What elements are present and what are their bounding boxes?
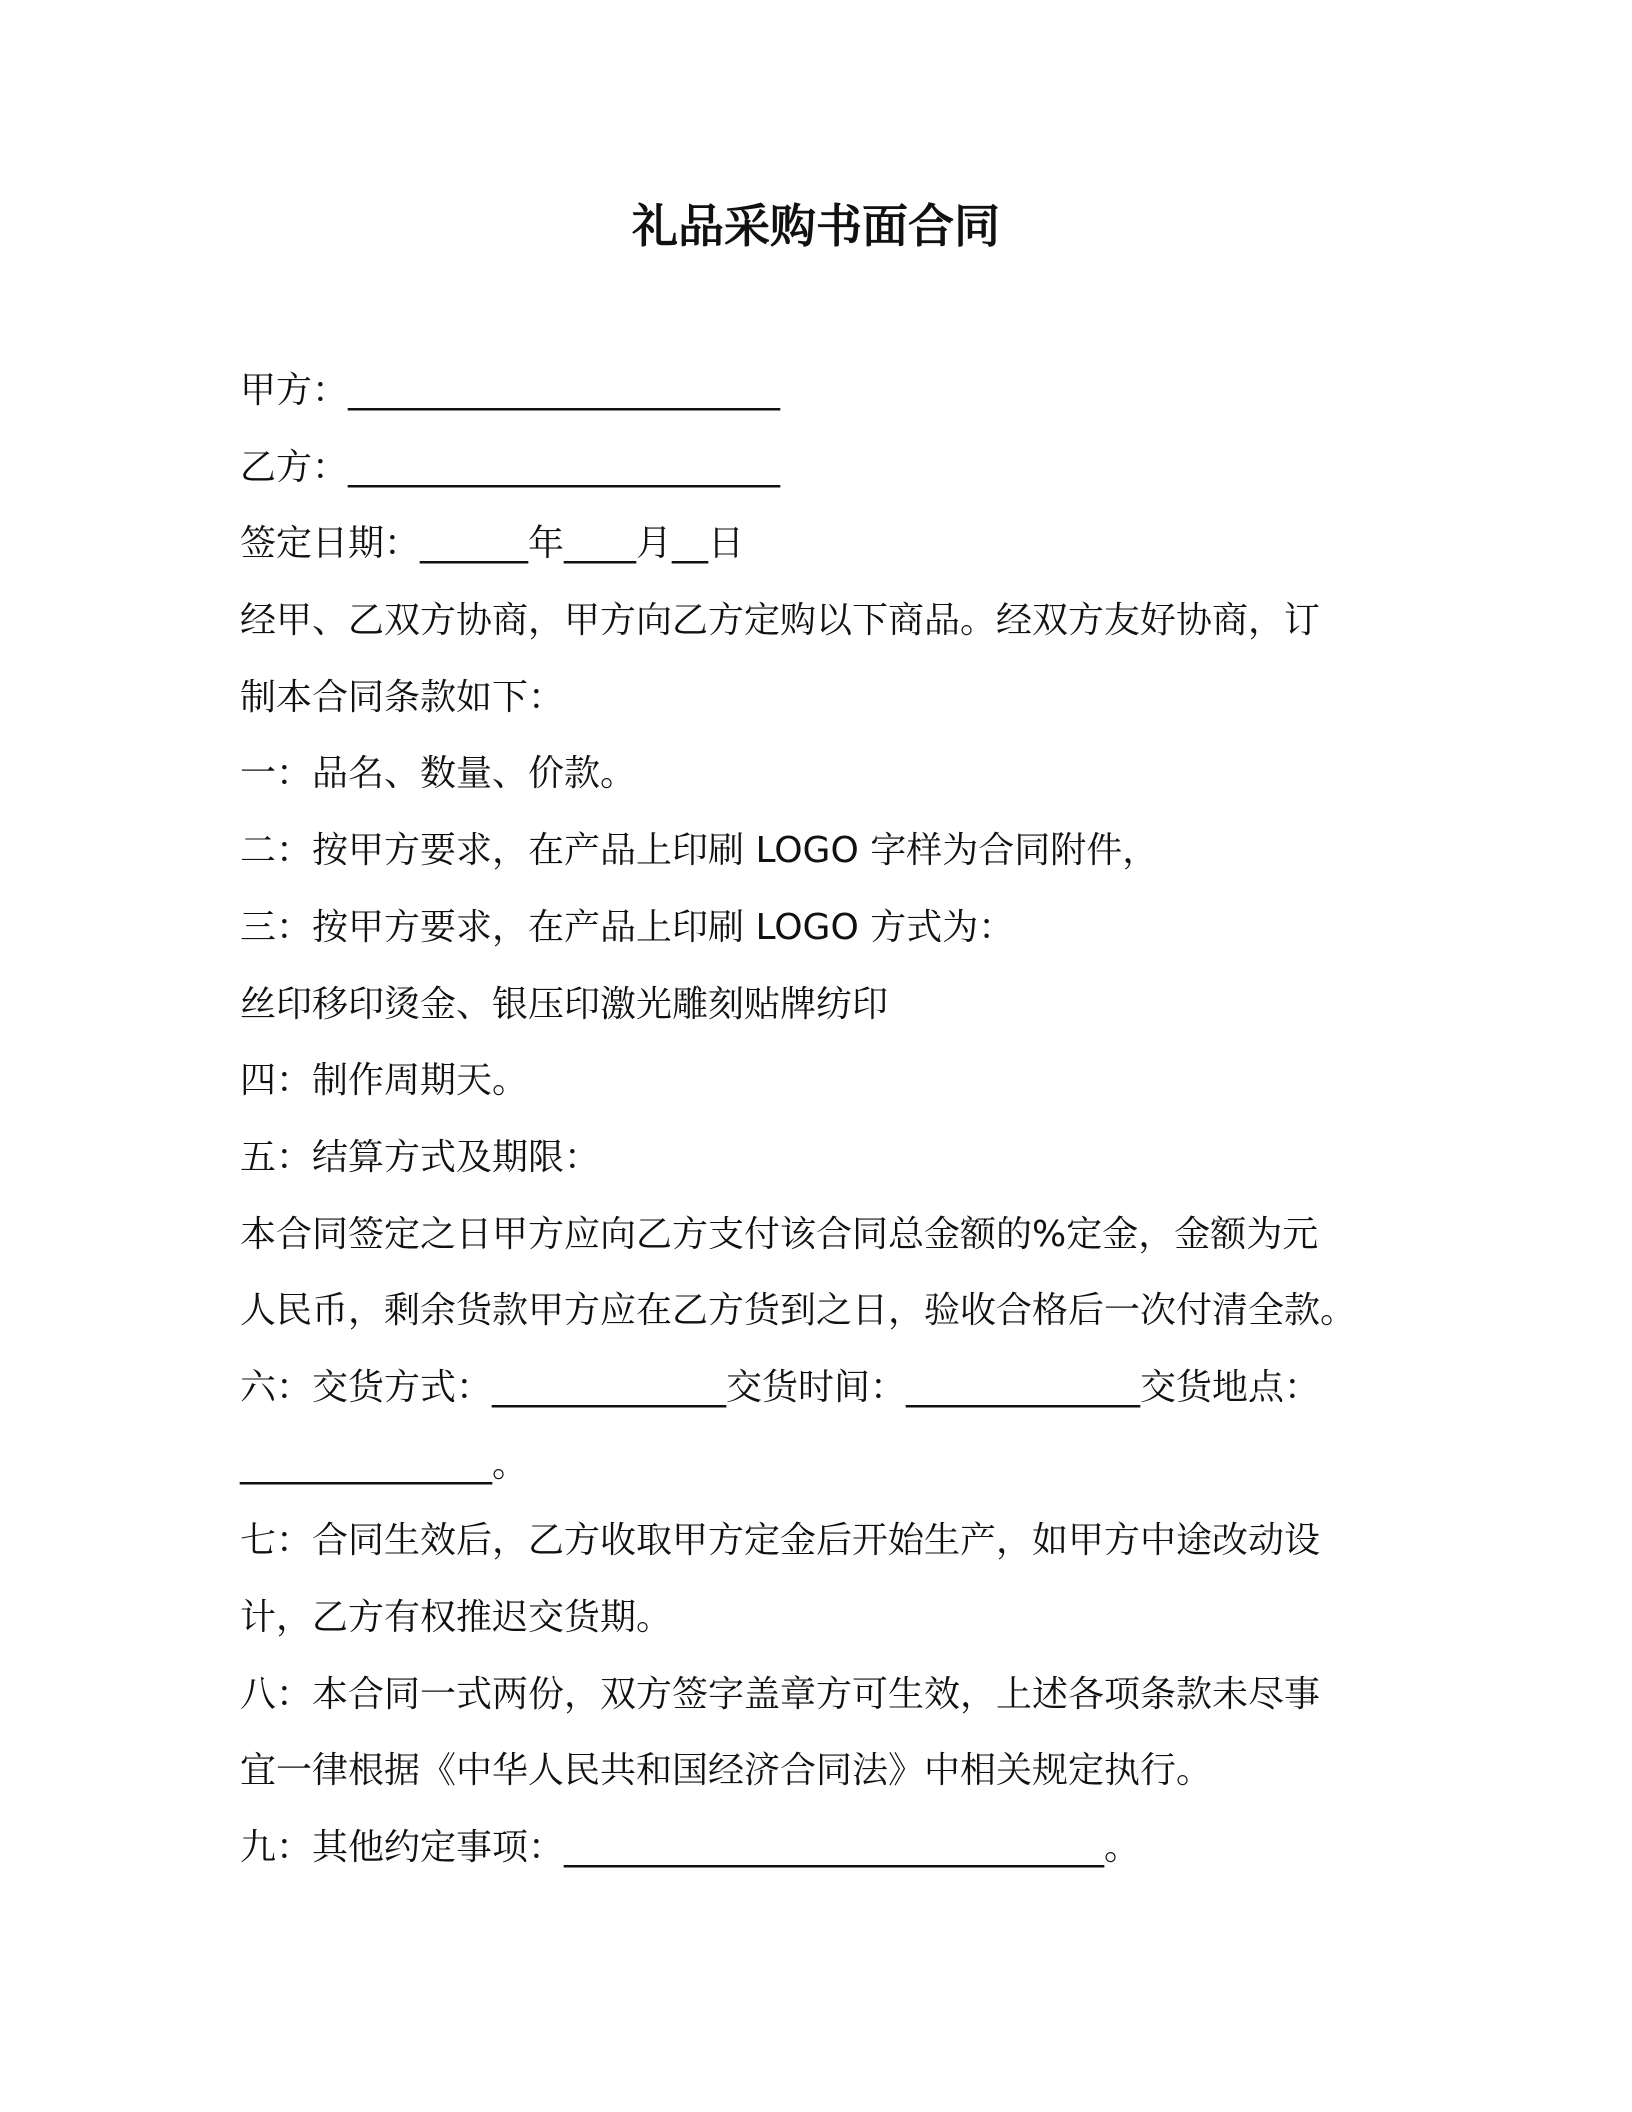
clause-7: 七：合同生效后，乙方收取甲方定金后开始生产，如甲方中途改动设 [240,1520,1321,1562]
clause-6-cont: ______________。 [240,1443,528,1485]
clause-5-text: 本合同签定之日甲方应向乙方支付该合同总金额的%定金，金额为元 [240,1213,1319,1255]
clause-7-cont: 计，乙方有权推迟交货期。 [240,1597,673,1638]
clause-8-cont: 宜一律根据《中华人民共和国经济合同法》中相关规定执行。 [240,1750,1213,1792]
document-title: 礼品采购书面合同 [632,199,1000,253]
clause-6: 六：交货方式：_____________交货时间：_____________交货地点： [240,1366,1321,1408]
clause-2: 二：按甲方要求，在产品上印刷 LOGO 字样为合同附件， [240,830,1159,872]
clause-8: 八：本合同一式两份，双方签字盖章方可生效，上述各项条款未尽事 [240,1673,1321,1715]
clause-3: 三：按甲方要求，在产品上印刷 LOGO 方式为： [240,906,1015,948]
clause-9: 九：其他约定事项：______________________________。 [240,1827,1141,1869]
preamble-line: 经甲、乙双方协商，甲方向乙方定购以下商品。经双方友好协商，订 [240,600,1321,642]
party-a-line: 甲方：________________________ [240,370,781,411]
clause-5-text: 人民币，剩余货款甲方应在乙方货到之日，验收合格后一次付清全款。 [240,1290,1357,1332]
preamble-line: 制本合同条款如下： [240,676,565,718]
contract-body [240,353,1420,1887]
party-b-line: 乙方：________________________ [240,446,781,488]
signing-date-line: 签定日期：______年____月__日 [240,523,745,565]
clause-1: 一：品名、数量、价款。 [240,753,637,795]
clause-4: 四：制作周期天。 [240,1060,529,1102]
clause-3-methods: 丝印移印烫金、银压印激光雕刻贴牌纺印 [240,983,889,1025]
clause-5: 五：结算方式及期限： [240,1136,601,1178]
